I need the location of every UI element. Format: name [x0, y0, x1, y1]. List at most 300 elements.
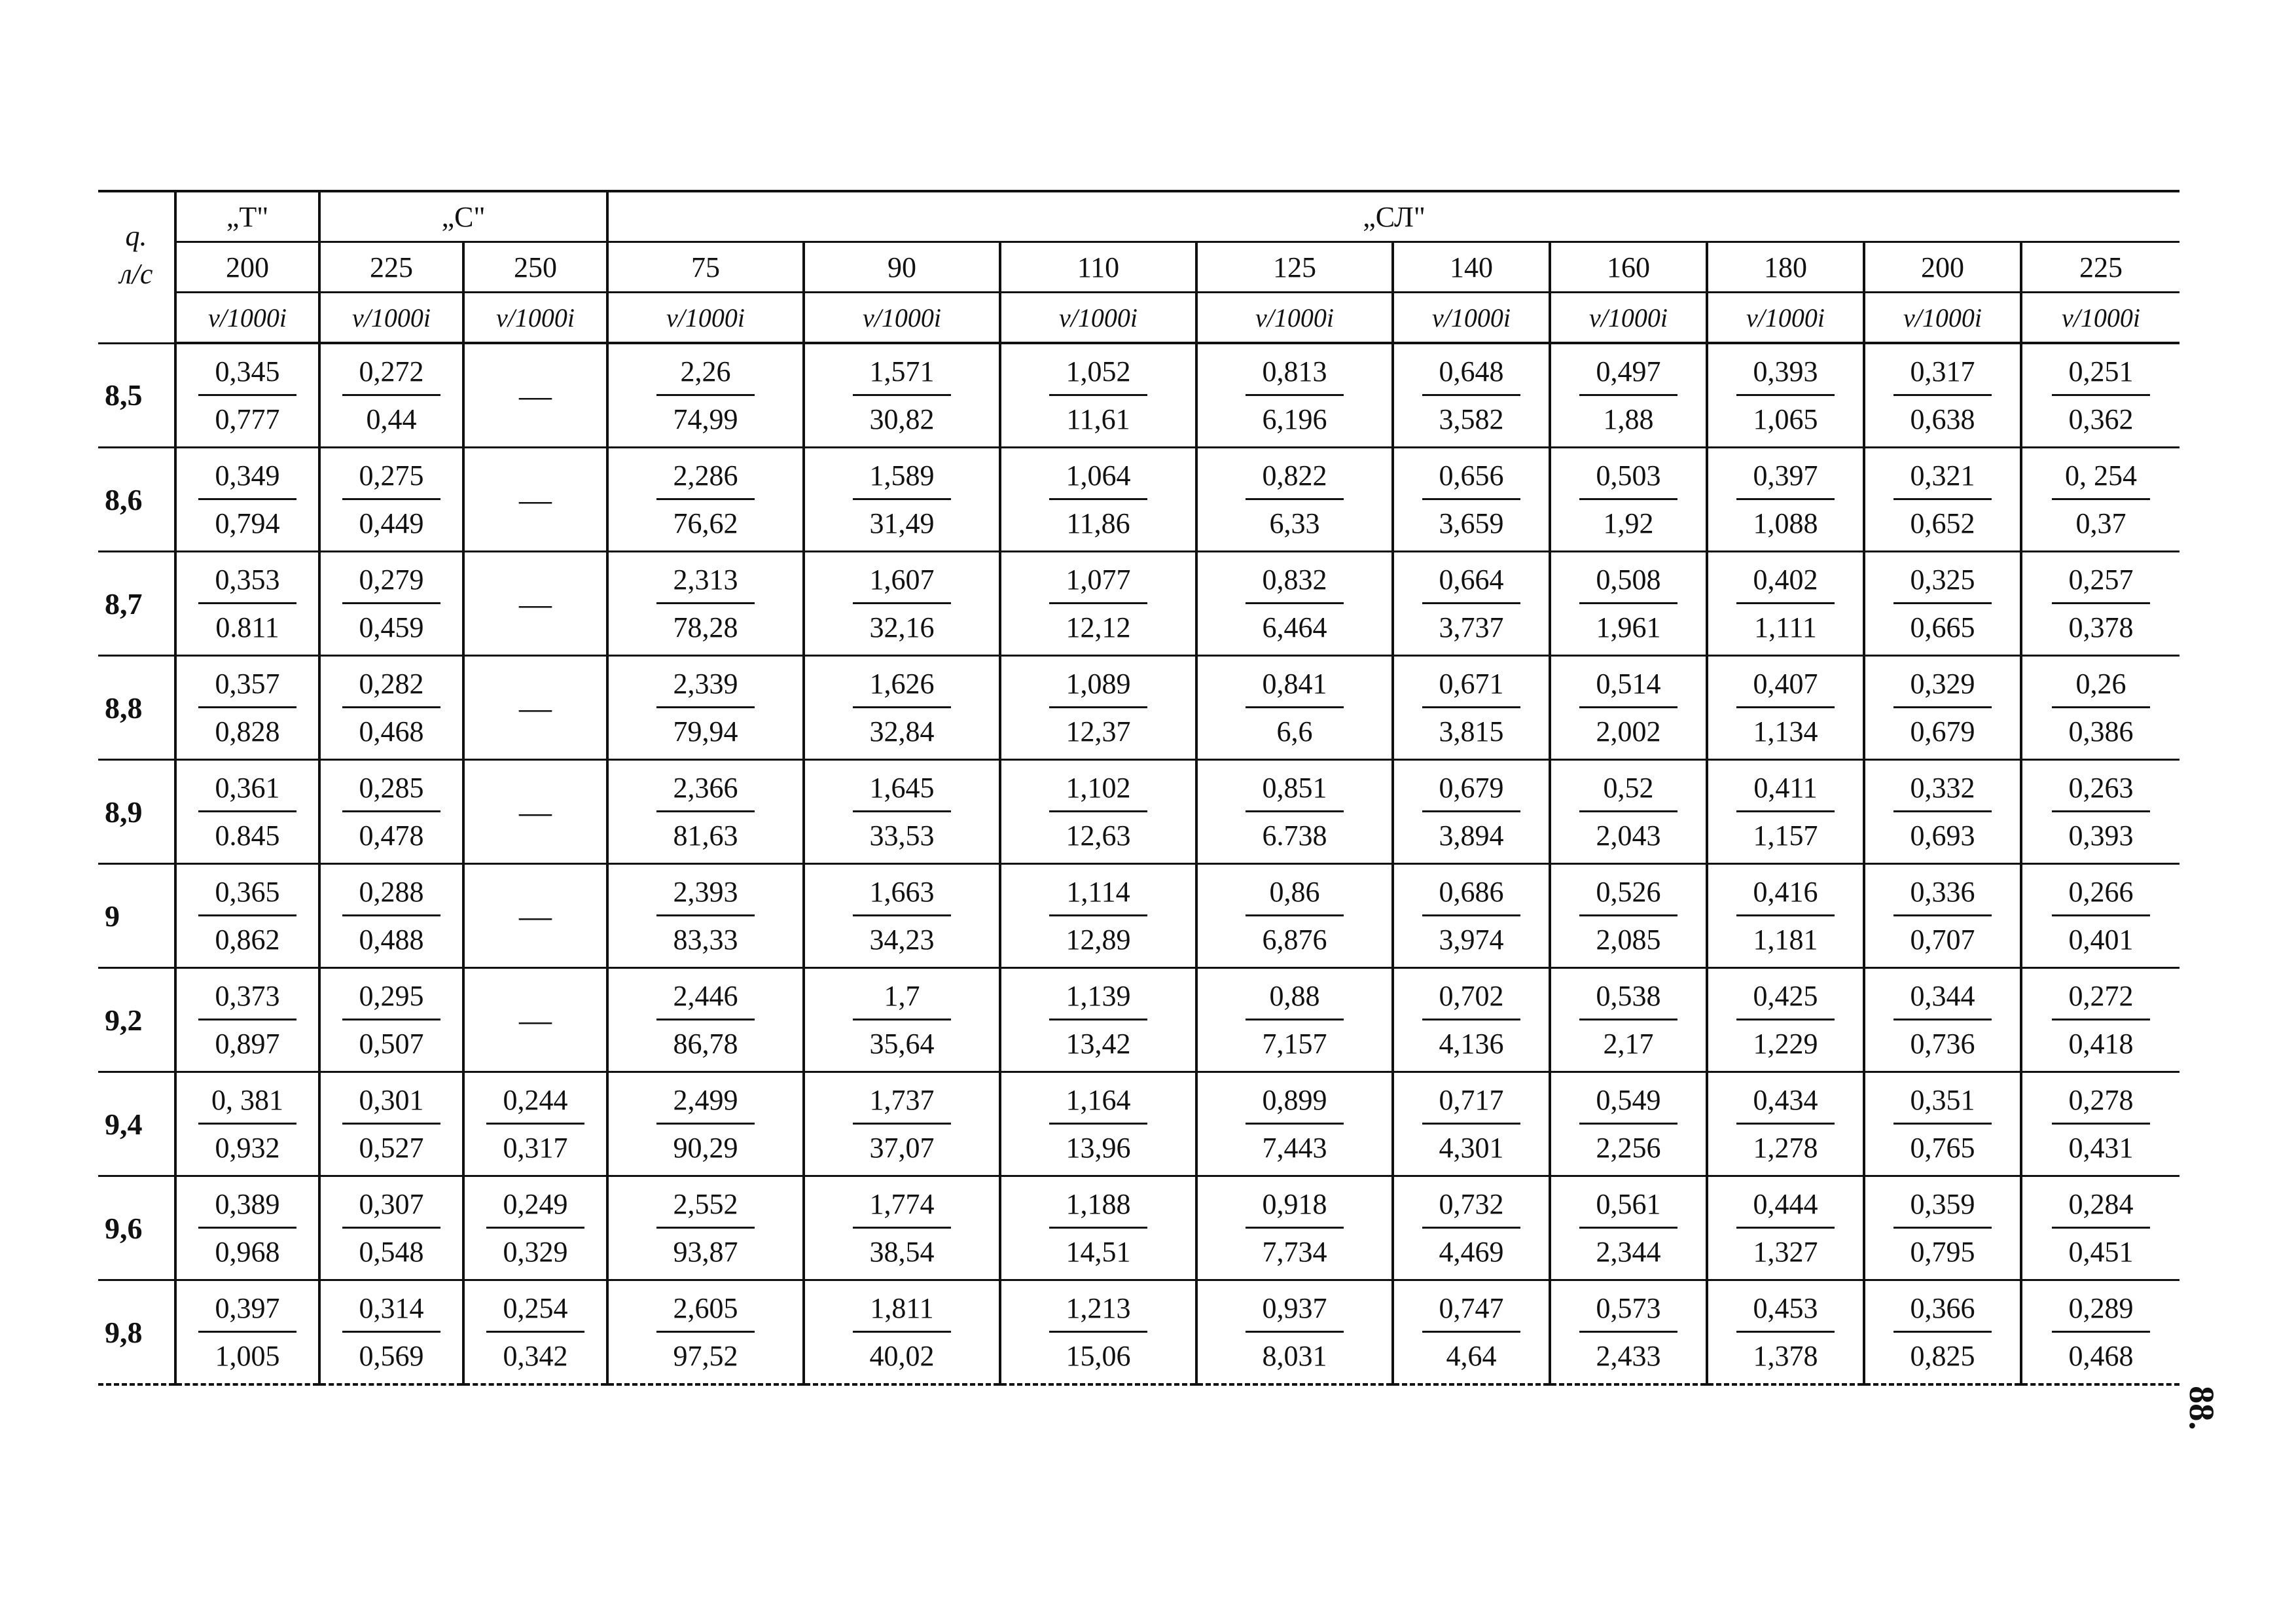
slope-value: 2,433 — [1596, 1339, 1661, 1372]
value-cell — [319, 552, 463, 656]
velocity-value: 0,497 — [1579, 353, 1677, 396]
slope-value: 0,329 — [503, 1235, 568, 1268]
value-cell — [175, 1072, 319, 1176]
velocity-value: 0,266 — [2052, 874, 2150, 916]
slope-value: 11,86 — [1066, 507, 1130, 539]
slope-value: 1,157 — [1753, 819, 1818, 852]
fraction — [198, 353, 296, 438]
subheader-velocity-slope: v/1000i — [1707, 293, 1864, 344]
slope-value: 79,94 — [673, 715, 738, 748]
velocity-value: 0,353 — [198, 562, 296, 604]
velocity-value: 0,357 — [198, 666, 296, 708]
velocity-value: 2,286 — [656, 458, 755, 500]
value-cell — [2021, 1280, 2179, 1385]
velocity-value: 0,686 — [1422, 874, 1520, 916]
value-cell — [175, 552, 319, 656]
slope-value: 1,134 — [1753, 715, 1818, 748]
subheader-velocity-slope: v/1000i — [463, 293, 607, 344]
velocity-value: 0,717 — [1422, 1082, 1520, 1125]
value-cell — [607, 760, 804, 864]
velocity-value: 1,064 — [1049, 458, 1147, 500]
velocity-value: 0,366 — [1893, 1290, 1992, 1333]
fraction — [342, 1082, 440, 1166]
table-row — [98, 1176, 2179, 1280]
velocity-value: 0,503 — [1579, 458, 1677, 500]
fraction — [2052, 458, 2150, 542]
velocity-value: 0,344 — [1893, 978, 1992, 1020]
velocity-value: 0,332 — [1893, 770, 1992, 812]
value-cell — [1393, 656, 1550, 760]
slope-value: 0,707 — [1910, 923, 1975, 956]
table-row — [98, 760, 2179, 864]
fraction — [1736, 770, 1835, 854]
value-cell — [319, 656, 463, 760]
velocity-value: 0,918 — [1246, 1186, 1344, 1229]
flow-rate-cell: 9,6 — [98, 1176, 175, 1280]
value-cell — [1707, 864, 1864, 968]
value-cell — [804, 1072, 1000, 1176]
velocity-value: 0,514 — [1579, 666, 1677, 708]
slope-value: 2,085 — [1596, 923, 1661, 956]
value-cell — [1196, 864, 1393, 968]
fraction — [1579, 458, 1677, 542]
slope-value: 0,401 — [2068, 923, 2134, 956]
value-cell — [1864, 552, 2021, 656]
q-header-line1: q. — [125, 220, 147, 252]
subheader-velocity-slope: v/1000i — [175, 293, 319, 344]
velocity-value: 0,416 — [1736, 874, 1835, 916]
velocity-value: 1,663 — [853, 874, 951, 916]
slope-value: 4,64 — [1446, 1339, 1497, 1372]
velocity-value: 2,499 — [656, 1082, 755, 1125]
slope-value: 3,974 — [1439, 923, 1504, 956]
fraction — [1736, 978, 1835, 1062]
table-row — [98, 1280, 2179, 1385]
table-row — [98, 343, 2179, 448]
fraction — [1422, 1186, 1520, 1271]
fraction — [1579, 874, 1677, 958]
q-header — [98, 191, 175, 343]
fraction — [198, 666, 296, 750]
slope-value: 93,87 — [673, 1235, 738, 1268]
value-cell — [1707, 1176, 1864, 1280]
fraction — [342, 1290, 440, 1375]
subheader-velocity-slope: v/1000i — [1393, 293, 1550, 344]
velocity-value: 0,301 — [342, 1082, 440, 1125]
fraction — [1246, 874, 1344, 958]
empty-dash: — — [519, 689, 552, 726]
value-cell — [1550, 552, 1707, 656]
value-cell — [1393, 1176, 1550, 1280]
velocity-value: 0,561 — [1579, 1186, 1677, 1229]
velocity-value: 0,254 — [486, 1290, 584, 1333]
fraction — [1736, 1186, 1835, 1271]
slope-value: 0,736 — [1910, 1027, 1975, 1060]
velocity-value: 0,373 — [198, 978, 296, 1020]
diameter-header: 110 — [1000, 242, 1196, 293]
value-cell — [1707, 760, 1864, 864]
value-cell — [175, 864, 319, 968]
velocity-value: 1,607 — [853, 562, 951, 604]
value-cell — [2021, 864, 2179, 968]
subheader-velocity-slope: v/1000i — [319, 293, 463, 344]
value-cell — [607, 656, 804, 760]
slope-value: 78,28 — [673, 611, 738, 643]
value-cell — [1000, 1280, 1196, 1385]
slope-value: 0,342 — [503, 1339, 568, 1372]
diameter-header: 125 — [1196, 242, 1393, 293]
table-row — [98, 552, 2179, 656]
velocity-value: 0,664 — [1422, 562, 1520, 604]
fraction — [1049, 353, 1147, 438]
value-cell — [804, 1280, 1000, 1385]
slope-value: 7,734 — [1262, 1235, 1327, 1268]
value-cell — [1393, 448, 1550, 552]
slope-value: 1,88 — [1603, 403, 1654, 435]
value-cell — [804, 343, 1000, 448]
value-cell — [1707, 1072, 1864, 1176]
value-cell — [1864, 1280, 2021, 1385]
fraction — [1422, 353, 1520, 438]
slope-value: 3,582 — [1439, 403, 1504, 435]
fraction — [1246, 458, 1344, 542]
fraction — [1246, 562, 1344, 646]
velocity-value: 0, 381 — [198, 1082, 296, 1125]
value-cell — [1550, 656, 1707, 760]
group-header-sl: „СЛ" — [607, 191, 2179, 242]
value-cell — [1550, 448, 1707, 552]
value-cell — [1550, 968, 1707, 1072]
velocity-value: 0,345 — [198, 353, 296, 396]
fraction — [486, 1290, 584, 1375]
slope-value: 4,136 — [1439, 1027, 1504, 1060]
value-cell — [607, 448, 804, 552]
fraction — [198, 874, 296, 958]
velocity-value: 2,313 — [656, 562, 755, 604]
empty-cell — [463, 656, 607, 760]
fraction — [853, 1186, 951, 1271]
slope-value: 97,52 — [673, 1339, 738, 1372]
table-body — [98, 343, 2179, 1384]
fraction — [198, 1186, 296, 1271]
value-cell — [1550, 1176, 1707, 1280]
value-cell — [319, 1176, 463, 1280]
slope-value: 0,862 — [215, 923, 280, 956]
slope-value: 13,96 — [1066, 1131, 1131, 1164]
empty-dash: — — [519, 793, 552, 830]
velocity-value: 2,446 — [656, 978, 755, 1020]
value-cell — [1196, 760, 1393, 864]
slope-value: 0,418 — [2068, 1027, 2134, 1060]
slope-value: 0,393 — [2068, 819, 2134, 852]
fraction — [853, 562, 951, 646]
velocity-value: 0,411 — [1736, 770, 1835, 812]
velocity-value: 0,702 — [1422, 978, 1520, 1020]
slope-value: 0,693 — [1910, 819, 1975, 852]
fraction — [1246, 770, 1344, 854]
value-cell — [1196, 1072, 1393, 1176]
flow-rate-cell: 9,8 — [98, 1280, 175, 1385]
value-cell — [2021, 968, 2179, 1072]
velocity-value: 0,851 — [1246, 770, 1344, 812]
velocity-value: 0,937 — [1246, 1290, 1344, 1333]
value-cell — [804, 968, 1000, 1072]
slope-value: 12,63 — [1066, 819, 1131, 852]
slope-value: 2,344 — [1596, 1235, 1661, 1268]
diameter-header: 200 — [175, 242, 319, 293]
value-cell — [1550, 343, 1707, 448]
slope-value: 0.845 — [215, 819, 280, 852]
value-cell — [1393, 864, 1550, 968]
fraction — [486, 1186, 584, 1271]
fraction — [2052, 562, 2150, 646]
value-cell — [804, 760, 1000, 864]
fraction — [1736, 1290, 1835, 1375]
value-cell — [1196, 656, 1393, 760]
value-cell — [1550, 864, 1707, 968]
value-cell — [1393, 343, 1550, 448]
fraction — [342, 562, 440, 646]
value-cell — [607, 552, 804, 656]
value-cell — [2021, 656, 2179, 760]
velocity-value: 1,645 — [853, 770, 951, 812]
fraction — [342, 666, 440, 750]
value-cell — [2021, 552, 2179, 656]
velocity-value: 0,321 — [1893, 458, 1992, 500]
value-cell — [607, 1072, 804, 1176]
velocity-value: 1,589 — [853, 458, 951, 500]
velocity-value: 0,425 — [1736, 978, 1835, 1020]
velocity-value: 1,571 — [853, 353, 951, 396]
velocity-value: 0,284 — [2052, 1186, 2150, 1229]
value-cell — [1196, 968, 1393, 1072]
value-cell — [2021, 1072, 2179, 1176]
slope-value: 0,652 — [1910, 507, 1975, 539]
velocity-value: 0,282 — [342, 666, 440, 708]
velocity-value: 0,549 — [1579, 1082, 1677, 1125]
velocity-value: 2,339 — [656, 666, 755, 708]
slope-value: 32,84 — [869, 715, 935, 748]
slope-value: 0,569 — [359, 1339, 424, 1372]
slope-value: 38,54 — [869, 1235, 935, 1268]
subheader-velocity-slope: v/1000i — [1196, 293, 1393, 344]
flow-rate-cell: 9,4 — [98, 1072, 175, 1176]
velocity-value: 1,052 — [1049, 353, 1147, 396]
slope-value: 1,088 — [1753, 507, 1818, 539]
subheader-velocity-slope: v/1000i — [2021, 293, 2179, 344]
fraction — [1893, 562, 1992, 646]
value-cell — [607, 343, 804, 448]
value-cell — [2021, 1176, 2179, 1280]
slope-value: 32,16 — [869, 611, 935, 643]
value-cell — [1000, 968, 1196, 1072]
value-cell — [804, 1176, 1000, 1280]
velocity-value: 0,263 — [2052, 770, 2150, 812]
value-cell — [2021, 343, 2179, 448]
fraction — [853, 978, 951, 1062]
slope-value: 0,527 — [359, 1131, 424, 1164]
fraction — [1422, 562, 1520, 646]
velocity-value: 2,366 — [656, 770, 755, 812]
value-cell — [1000, 552, 1196, 656]
value-cell — [804, 656, 1000, 760]
velocity-value: 1,139 — [1049, 978, 1147, 1020]
velocity-value: 0,272 — [2052, 978, 2150, 1020]
fraction — [2052, 1082, 2150, 1166]
value-cell — [2021, 448, 2179, 552]
velocity-value: 0,325 — [1893, 562, 1992, 604]
value-cell — [1393, 1072, 1550, 1176]
slope-value: 4,469 — [1439, 1235, 1504, 1268]
velocity-value: 2,393 — [656, 874, 755, 916]
value-cell — [1864, 760, 2021, 864]
velocity-value: 0,288 — [342, 874, 440, 916]
slope-value: 0,459 — [359, 611, 424, 643]
velocity-value: 0,508 — [1579, 562, 1677, 604]
table-row — [98, 968, 2179, 1072]
fraction — [1893, 666, 1992, 750]
velocity-value: 0,679 — [1422, 770, 1520, 812]
subheader-velocity-slope: v/1000i — [1864, 293, 2021, 344]
fraction — [656, 458, 755, 542]
value-cell — [1864, 1176, 2021, 1280]
slope-value: 0,968 — [215, 1235, 280, 1268]
value-cell — [607, 1176, 804, 1280]
slope-value: 6.738 — [1262, 819, 1327, 852]
slope-value: 0,507 — [359, 1027, 424, 1060]
value-cell — [607, 968, 804, 1072]
value-cell — [1550, 1072, 1707, 1176]
slope-value: 83,33 — [673, 923, 738, 956]
value-cell — [1000, 656, 1196, 760]
slope-value: 0,431 — [2068, 1131, 2134, 1164]
slope-value: 0,665 — [1910, 611, 1975, 643]
value-cell — [804, 448, 1000, 552]
hydraulic-table-sheet — [98, 190, 2179, 1386]
fraction — [1422, 978, 1520, 1062]
fraction — [198, 770, 296, 854]
value-cell — [319, 343, 463, 448]
velocity-value: 0,453 — [1736, 1290, 1835, 1333]
empty-cell — [463, 343, 607, 448]
slope-value: 0,548 — [359, 1235, 424, 1268]
fraction — [2052, 1186, 2150, 1271]
velocity-value: 1,774 — [853, 1186, 951, 1229]
fraction — [342, 1186, 440, 1271]
fraction — [342, 770, 440, 854]
fraction — [1579, 1186, 1677, 1271]
slope-value: 6,876 — [1262, 923, 1327, 956]
group-header-t: „T" — [175, 191, 319, 242]
fraction — [656, 1082, 755, 1166]
slope-value: 15,06 — [1066, 1339, 1131, 1372]
slope-value: 1,92 — [1603, 507, 1654, 539]
diameter-header: 160 — [1550, 242, 1707, 293]
value-cell — [175, 656, 319, 760]
velocity-value: 0,359 — [1893, 1186, 1992, 1229]
fraction — [1246, 1082, 1344, 1166]
fraction — [656, 666, 755, 750]
slope-value: 40,02 — [869, 1339, 935, 1372]
fraction — [342, 978, 440, 1062]
slope-value: 3,815 — [1439, 715, 1504, 748]
velocity-value: 0,336 — [1893, 874, 1992, 916]
velocity-value: 0,278 — [2052, 1082, 2150, 1125]
slope-value: 1,278 — [1753, 1131, 1818, 1164]
value-cell — [319, 968, 463, 1072]
slope-value: 0,679 — [1910, 715, 1975, 748]
fraction — [2052, 666, 2150, 750]
fraction — [1049, 458, 1147, 542]
slope-value: 6,6 — [1276, 715, 1313, 748]
fraction — [1893, 1290, 1992, 1375]
flow-rate-cell: 8,5 — [98, 343, 175, 448]
velocity-value: 0,307 — [342, 1186, 440, 1229]
velocity-value: 2,605 — [656, 1290, 755, 1333]
slope-value: 3,894 — [1439, 819, 1504, 852]
fraction — [1579, 978, 1677, 1062]
fraction — [853, 666, 951, 750]
fraction — [1893, 1186, 1992, 1271]
flow-rate-cell: 8,9 — [98, 760, 175, 864]
fraction — [1422, 1082, 1520, 1166]
fraction — [656, 874, 755, 958]
slope-value: 14,51 — [1066, 1235, 1131, 1268]
value-cell — [319, 1280, 463, 1385]
velocity-value: 0,407 — [1736, 666, 1835, 708]
fraction — [1422, 1290, 1520, 1375]
fraction — [1579, 1082, 1677, 1166]
diameter-header: 90 — [804, 242, 1000, 293]
page-number: 88. — [2181, 1386, 2221, 1430]
fraction — [853, 770, 951, 854]
empty-dash: — — [519, 585, 552, 622]
slope-value: 0,828 — [215, 715, 280, 748]
value-cell — [319, 1072, 463, 1176]
fraction — [853, 1290, 951, 1375]
velocity-value: 0,317 — [1893, 353, 1992, 396]
value-cell — [1196, 1176, 1393, 1280]
slope-value: 1,327 — [1753, 1235, 1818, 1268]
velocity-value: 0,88 — [1246, 978, 1344, 1020]
table-row — [98, 656, 2179, 760]
velocity-value: 0,538 — [1579, 978, 1677, 1020]
velocity-value: 1,213 — [1049, 1290, 1147, 1333]
slope-value: 3,659 — [1439, 507, 1504, 539]
flow-rate-cell: 8,8 — [98, 656, 175, 760]
slope-value: 0,488 — [359, 923, 424, 956]
velocity-value: 1,737 — [853, 1082, 951, 1125]
fraction — [1893, 458, 1992, 542]
slope-value: 76,62 — [673, 507, 738, 539]
flow-rate-cell: 9,2 — [98, 968, 175, 1072]
value-cell — [607, 1280, 804, 1385]
slope-value: 0,777 — [215, 403, 280, 435]
velocity-value: 1,077 — [1049, 562, 1147, 604]
fraction — [2052, 353, 2150, 438]
velocity-value: 0,671 — [1422, 666, 1520, 708]
fraction — [198, 458, 296, 542]
value-cell — [175, 1176, 319, 1280]
value-cell — [1707, 552, 1864, 656]
fraction — [1893, 1082, 1992, 1166]
fraction — [1049, 666, 1147, 750]
value-cell — [175, 1280, 319, 1385]
velocity-value: 0, 254 — [2052, 458, 2150, 500]
velocity-value: 1,089 — [1049, 666, 1147, 708]
subheader-velocity-slope: v/1000i — [1550, 293, 1707, 344]
fraction — [1422, 874, 1520, 958]
